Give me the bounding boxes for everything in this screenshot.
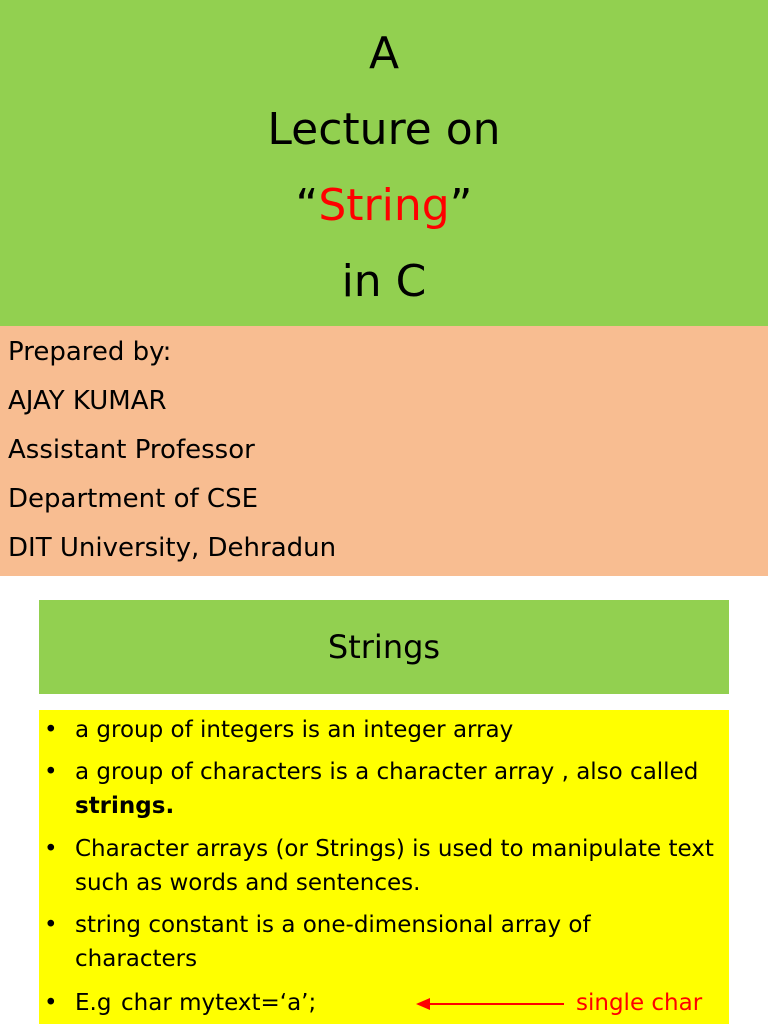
author-department: Department of CSE	[8, 484, 259, 514]
close-quote: ”	[449, 180, 473, 231]
left-arrow-icon	[416, 994, 566, 1014]
prepared-by-label: Prepared by:	[8, 337, 172, 367]
bullets-box	[39, 710, 729, 1024]
author-name: AJAY KUMAR	[8, 386, 167, 416]
bullet-text-bold: strings.	[75, 793, 175, 819]
bullet-text	[75, 755, 715, 823]
bullet-eg-label: E.g	[75, 990, 112, 1016]
title-line-a: A	[368, 28, 400, 79]
bullet-dot: •	[44, 912, 58, 938]
title-slide	[0, 0, 768, 326]
strings-heading-box	[39, 600, 729, 694]
bullet-text: Character arrays (or Strings) is used to manipulate text such as words and sentences.	[75, 836, 714, 896]
bullet-text: a group of integers is an integer array	[75, 717, 514, 743]
title-line-lecture-on: Lecture on	[267, 104, 501, 155]
example-code: char mytext=‘a’;	[121, 990, 317, 1016]
author-designation: Assistant Professor	[8, 435, 255, 465]
single-char-annotation: single char	[576, 990, 703, 1016]
open-quote: “	[295, 180, 319, 231]
author-university: DIT University, Dehradun	[8, 533, 337, 563]
title-line-in-c: in C	[341, 256, 427, 307]
title-line-string	[0, 180, 768, 232]
bullet-text-plain: a group of characters is a character array , also called	[75, 759, 699, 785]
author-box	[0, 326, 768, 576]
bullet-dot: •	[44, 717, 58, 743]
bullet-dot: •	[44, 759, 58, 785]
title-accent-string: String	[318, 180, 450, 231]
strings-heading: Strings	[327, 628, 441, 666]
bullet-dot: •	[44, 836, 58, 862]
bullet-text: string constant is a one-dimensional array of characters	[75, 912, 591, 972]
bullet-dot: •	[44, 990, 58, 1016]
